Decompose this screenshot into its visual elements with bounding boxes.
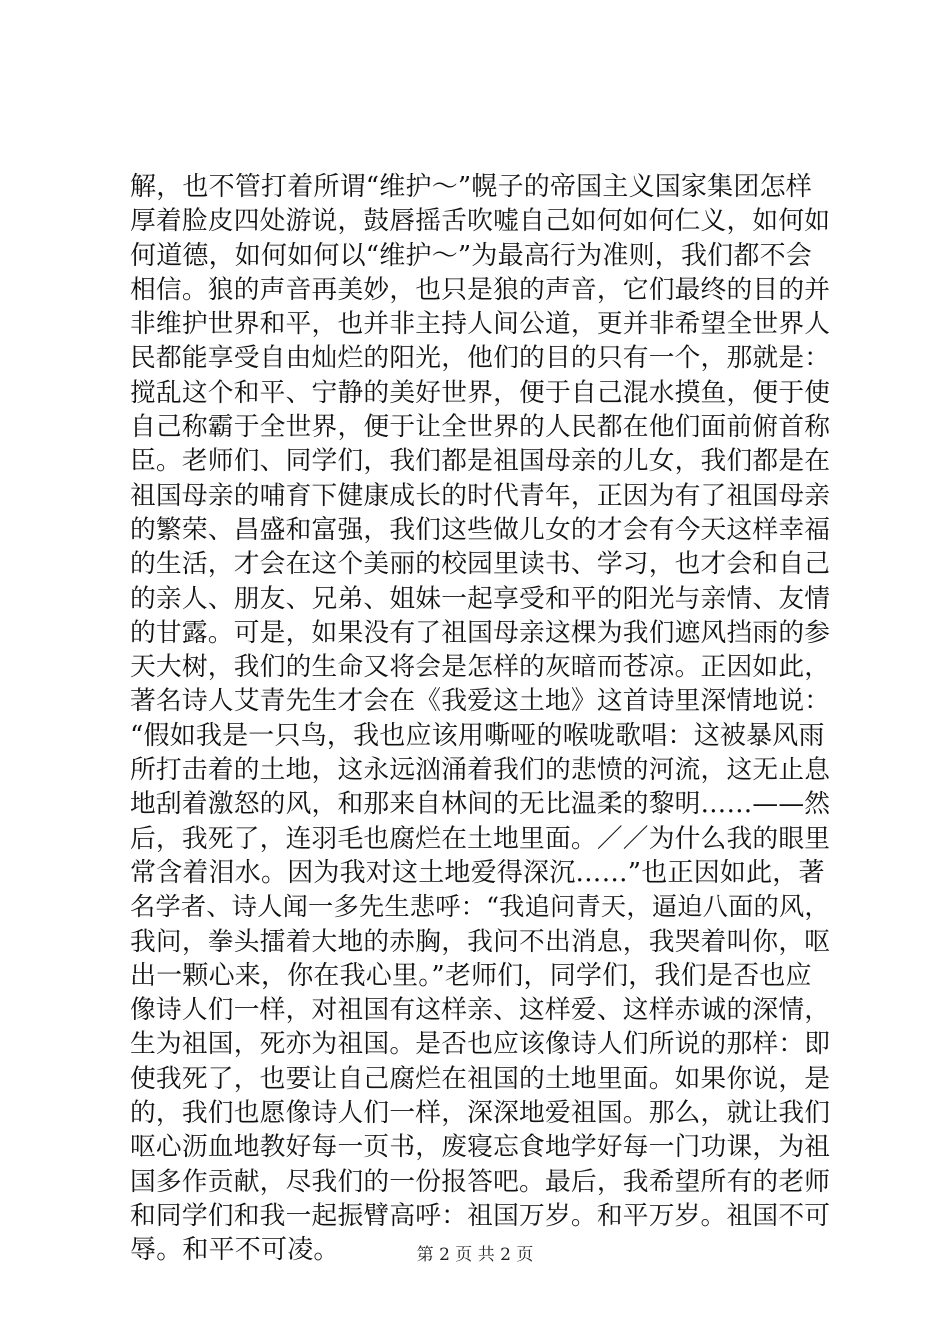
text-line: 国多作贡献，尽我们的一份报答吧。最后，我希望所有的老师 xyxy=(130,1166,831,1197)
text-line: 何道德，如何如何以“维护～”为最高行为准则，我们都不会 xyxy=(130,240,812,271)
text-line: 常含着泪水。因为我对这土地爱得深沉……”也正因如此，著 xyxy=(130,857,825,888)
text-line: 的甘露。可是，如果没有了祖国母亲这棵为我们遮风挡雨的参 xyxy=(130,617,831,648)
text-line: 自己称霸于全世界，便于让全世界的人民都在他们面前俯首称 xyxy=(130,412,831,443)
text-line: 像诗人们一样，对祖国有这样亲、这样爱、这样赤诚的深情， xyxy=(130,995,831,1026)
text-line: 民都能享受自由灿烂的阳光，他们的目的只有一个，那就是： xyxy=(130,343,831,374)
text-line: 和同学们和我一起振臂高呼：祖国万岁。和平万岁。祖国不可 xyxy=(130,1200,831,1231)
text-line: 著名诗人艾青先生才会在《我爱这土地》这首诗里深情地说： xyxy=(130,686,831,717)
text-line: 天大树，我们的生命又将会是怎样的灰暗而苍凉。正因如此， xyxy=(130,652,831,683)
text-line: 臣。老师们、同学们，我们都是祖国母亲的儿女，我们都是在 xyxy=(130,446,831,477)
text-line: 的生活，才会在这个美丽的校园里读书、学习，也才会和自己 xyxy=(130,549,831,580)
text-line: 名学者、诗人闻一多先生悲呼：“我追问青天，逼迫八面的风， xyxy=(130,892,830,922)
text-line: 解，也不管打着所谓“维护～”幌子的帝国主义国家集团怎样 xyxy=(130,172,812,202)
text-line: 相信。狼的声音再美妙，也只是狼的声音，它们最终的目的并 xyxy=(130,274,831,305)
text-line: 呕心沥血地教好每一页书，废寝忘食地学好每一门功课，为祖 xyxy=(130,1132,831,1163)
text-line: 祖国母亲的哺育下健康成长的时代青年，正因为有了祖国母亲 xyxy=(130,480,831,511)
text-line: 地刮着激怒的风，和那来自林间的无比温柔的黎明……——然 xyxy=(130,789,831,820)
text-line: 使我死了，也要让自己腐烂在祖国的土地里面。如果你说，是 xyxy=(130,1063,831,1094)
text-line: 厚着脸皮四处游说，鼓唇摇舌吹嘘自己如何如何仁义，如何如 xyxy=(130,206,831,237)
text-line: 所打击着的土地，这永远汹涌着我们的悲愤的河流，这无止息 xyxy=(130,755,831,786)
text-line: 的繁荣、昌盛和富强，我们这些做儿女的才会有今天这样幸福 xyxy=(130,514,831,545)
text-line: “假如我是一只鸟，我也应该用嘶哑的喉咙歌唱：这被暴风雨 xyxy=(130,720,825,751)
text-line: 生为祖国，死亦为祖国。是否也应该像诗人们所说的那样：即 xyxy=(130,1029,831,1060)
text-line: 的，我们也愿像诗人们一样，深深地爱祖国。那么，就让我们 xyxy=(130,1098,831,1129)
text-line: 辱。和平不可凌。 xyxy=(130,1235,340,1266)
text-line: 非维护世界和平，也并非主持人间公道，更并非希望全世界人 xyxy=(130,309,831,340)
text-line: 出一颗心来，你在我心里。”老师们，同学们，我们是否也应 xyxy=(130,960,812,991)
text-line: 的亲人、朋友、兄弟、姐妹一起享受和平的阳光与亲情、友情 xyxy=(130,583,831,614)
text-line: 后，我死了，连羽毛也腐烂在土地里面。／／为什么我的眼里 xyxy=(130,823,831,854)
text-line: 搅乱这个和平、宁静的美好世界，便于自己混水摸鱼，便于使 xyxy=(130,377,831,408)
page-footer: 第 2 页 共 2 页 xyxy=(416,1245,534,1265)
body-paragraph xyxy=(130,170,830,1268)
text-line: 我问，拳头擂着大地的赤胸，我问不出消息，我哭着叫你，呕 xyxy=(130,926,831,957)
